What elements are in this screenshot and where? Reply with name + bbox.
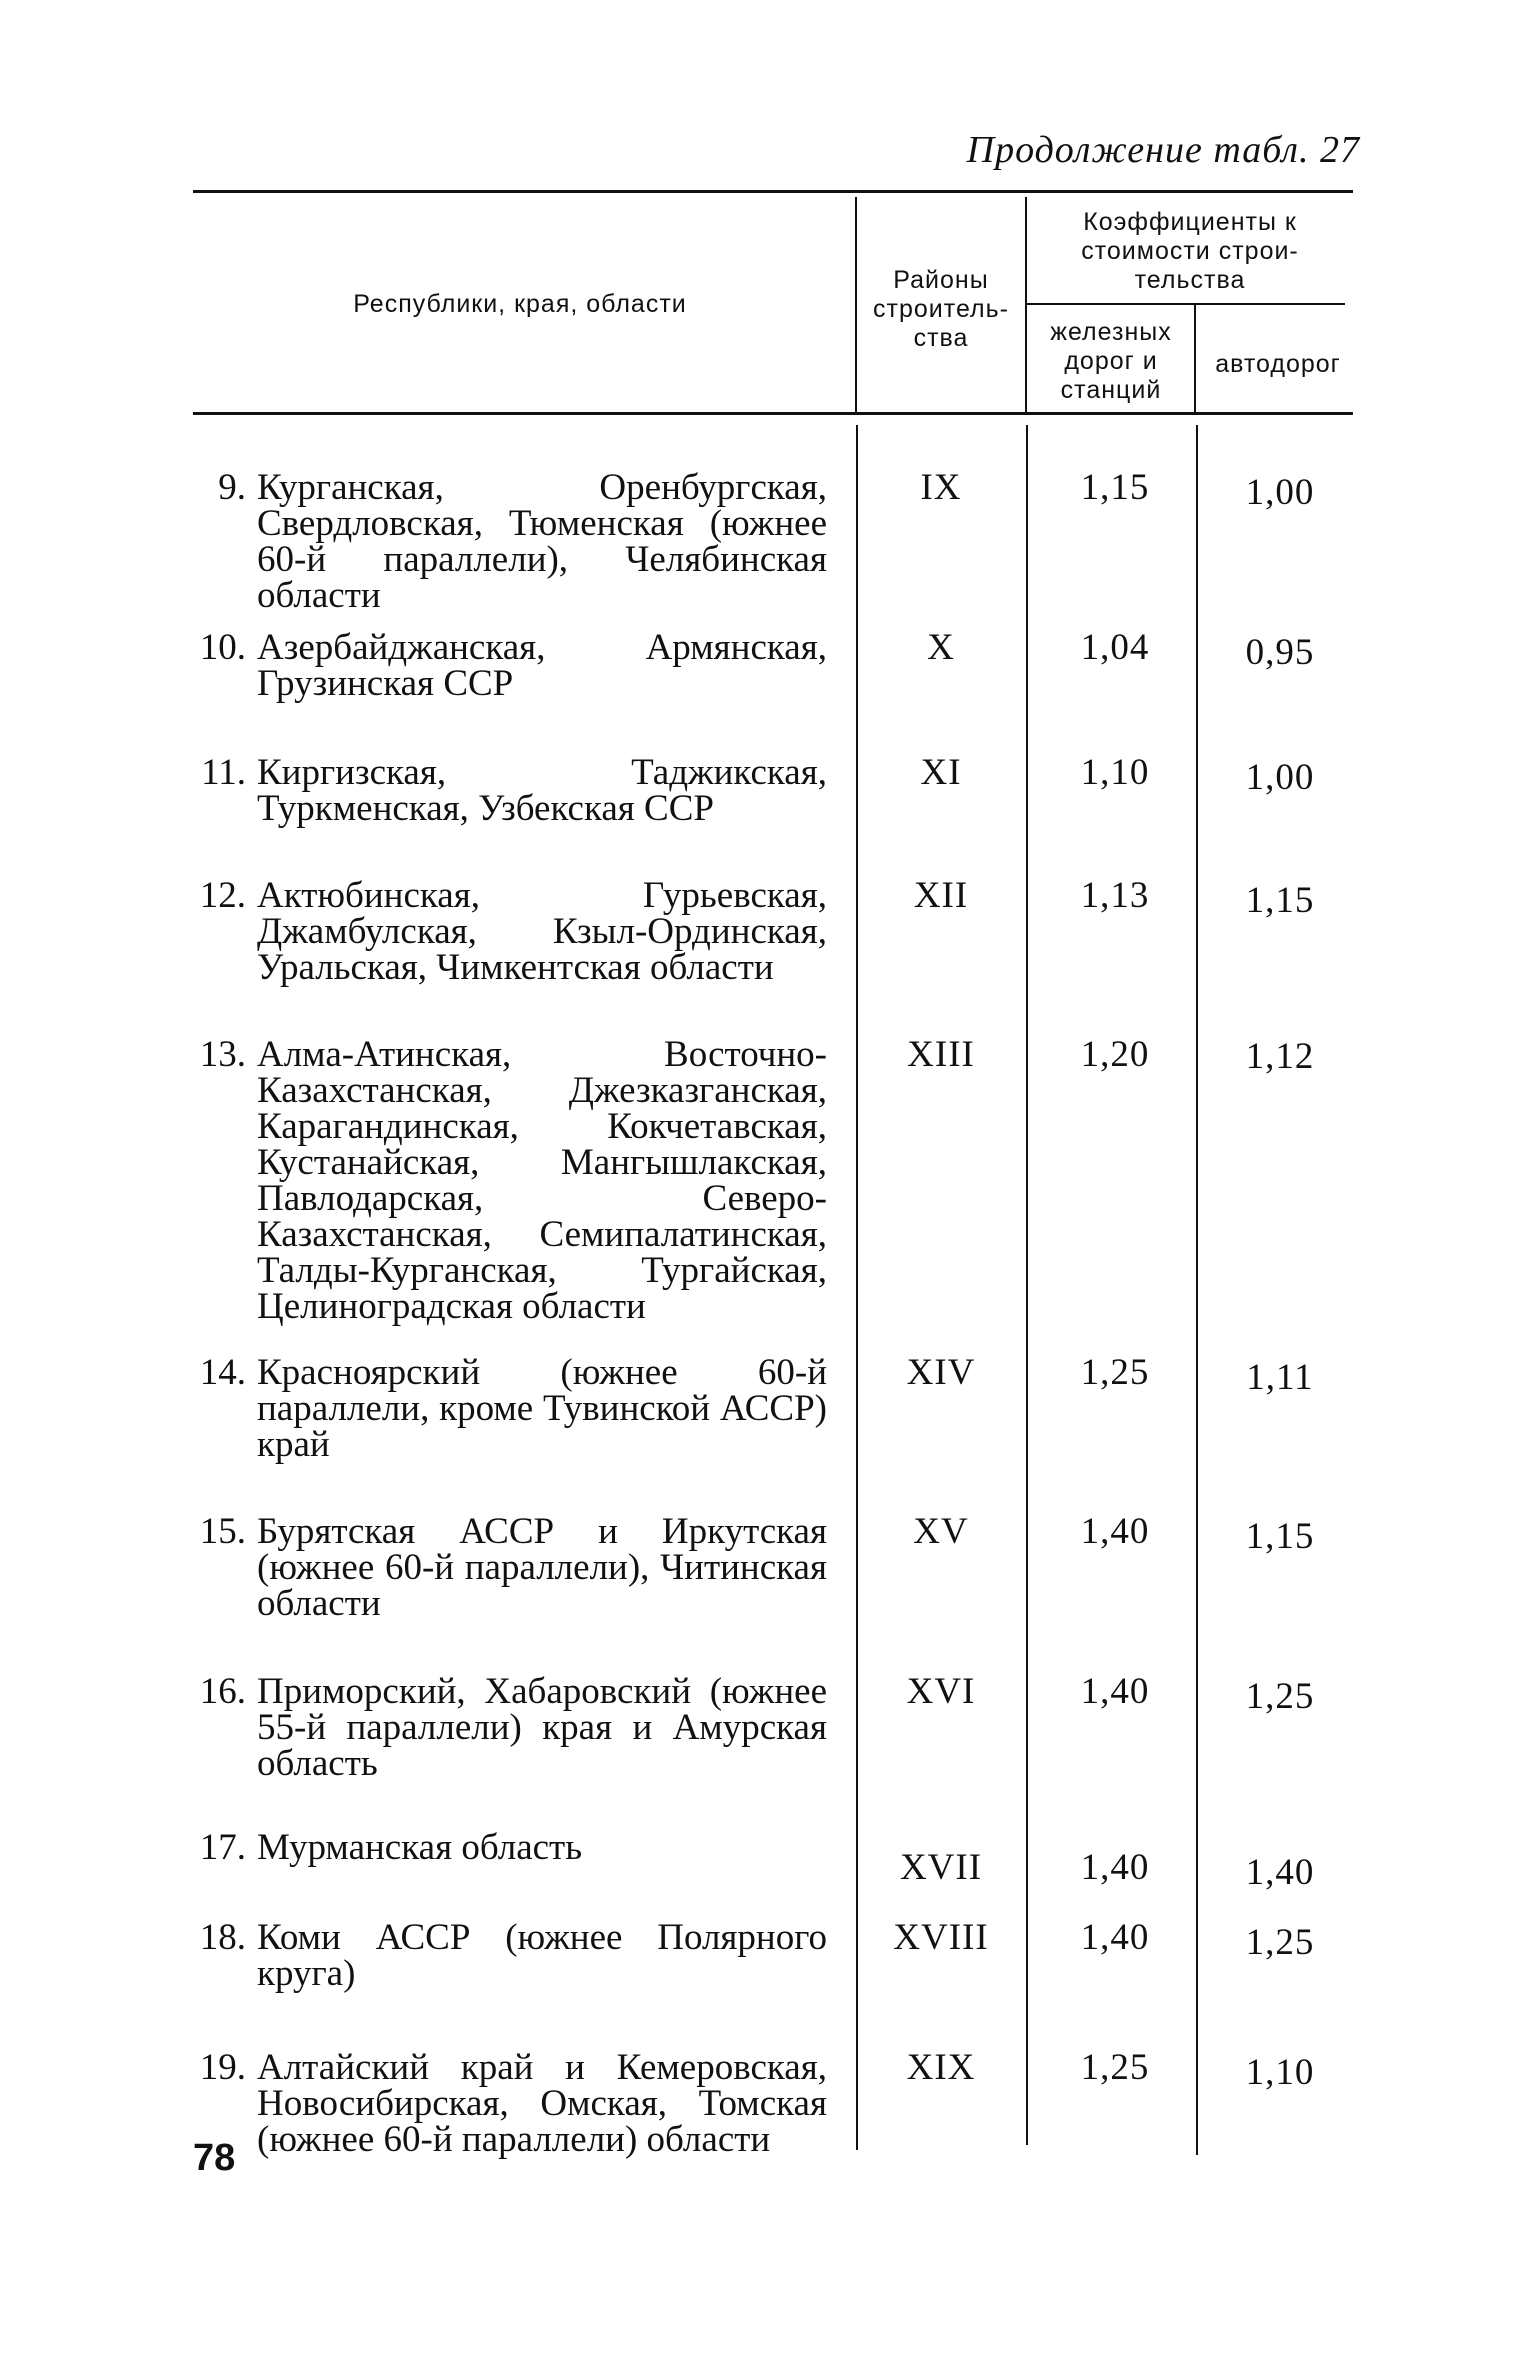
row-road-coeff: 1,10: [1245, 2052, 1315, 2093]
column-divider-2: [1025, 197, 1027, 412]
column-divider-1: [855, 197, 857, 412]
page-number: 78: [193, 2137, 236, 2179]
row-road-coeff: 1,00: [1245, 472, 1315, 513]
row-number: 10.: [199, 627, 246, 668]
body-divider-3: [1196, 425, 1198, 2155]
row-district: XVI: [906, 1671, 976, 1712]
row-name: Бурятская АССР и Иркутская (южнее 60-й параллели), Читинская области: [257, 1511, 827, 1624]
row-number: 12.: [199, 875, 246, 916]
row-road-coeff: 1,12: [1245, 1036, 1315, 1077]
row-district: XVIII: [893, 1917, 989, 1958]
row-rail-coeff: 1,25: [1080, 1352, 1150, 1393]
row-district: X: [927, 627, 955, 668]
row-rail-coeff: 1,20: [1080, 1034, 1150, 1075]
row-district: XII: [913, 875, 969, 916]
row-name: Курганская, Оренбургская, Свердловская, Тюменская (южнее 60-й параллели), Челябинская области: [257, 467, 827, 616]
row-name: Приморский, Хабаровский (южнее 55-й параллели) края и Амурская область: [257, 1671, 827, 1784]
row-rail-coeff: 1,40: [1080, 1847, 1150, 1888]
row-rail-coeff: 1,40: [1080, 1511, 1150, 1552]
row-road-coeff: 1,15: [1245, 880, 1315, 921]
row-road-coeff: 0,95: [1245, 632, 1315, 673]
header-regions: Республики, края, области: [353, 290, 687, 318]
row-number: 17.: [199, 1827, 246, 1868]
row-number: 13.: [199, 1034, 246, 1075]
table-caption: Продолжение табл. 27: [966, 129, 1360, 171]
row-district: IX: [920, 467, 962, 508]
row-district: XV: [913, 1511, 969, 1552]
row-number: 19.: [199, 2047, 246, 2088]
row-road-coeff: 1,40: [1245, 1852, 1315, 1893]
row-road-coeff: 1,25: [1245, 1676, 1315, 1717]
row-rail-coeff: 1,25: [1080, 2047, 1150, 2088]
row-road-coeff: 1,00: [1245, 757, 1315, 798]
row-name: Киргизская, Таджикская, Туркменская, Узбекская ССР: [257, 752, 827, 829]
row-number: 15.: [199, 1511, 246, 1552]
row-district: XIX: [906, 2047, 976, 2088]
row-district: XIII: [907, 1034, 975, 1075]
header-highways: автодорог: [1215, 350, 1341, 378]
row-rail-coeff: 1,10: [1080, 752, 1150, 793]
row-name: Актюбинская, Гурьевская, Джамбулская, Кзыл-Ординская, Уральская, Чимкентская области: [257, 875, 827, 988]
row-number: 14.: [199, 1352, 246, 1393]
header-districts: Районы строитель-ства: [873, 266, 1009, 352]
row-district: XIV: [906, 1352, 976, 1393]
row-name: Мурманская область: [257, 1827, 583, 1868]
row-name: Алтайский край и Кемеровская, Новосибирская, Омская, Томская (южнее 60-й параллели) области: [257, 2047, 827, 2160]
row-road-coeff: 1,11: [1246, 1357, 1314, 1398]
row-road-coeff: 1,15: [1245, 1516, 1315, 1557]
row-district: XVII: [899, 1847, 983, 1888]
row-rail-coeff: 1,13: [1080, 875, 1150, 916]
row-number: 9.: [218, 467, 246, 508]
row-rail-coeff: 1,40: [1080, 1917, 1150, 1958]
row-road-coeff: 1,25: [1245, 1922, 1315, 1963]
row-name: Азербайджанская, Армянская, Грузинская ССР: [257, 627, 827, 704]
row-name: Алма-Атинская, Восточно-Казахстанская, Джезказганская, Карагандинская, Кокчетавская, Кустанайская, Мангышлакская, Павлодарская, Северо-Казахстанская, Семипалатинская, Талды-Курганская, Тургайская, Целиноградская области: [257, 1034, 827, 1327]
row-number: 11.: [201, 752, 246, 793]
row-name: Коми АССР (южнее Полярного круга): [257, 1917, 827, 1994]
row-number: 18.: [199, 1917, 246, 1958]
header-railways: железных дорог и станций: [1050, 318, 1172, 404]
row-rail-coeff: 1,04: [1080, 627, 1150, 668]
header-coeff-group: Коэффициенты к стоимости строи-тельства: [1081, 208, 1299, 294]
row-name: Красноярский (южнее 60-й параллели, кроме Тувинской АССР) край: [257, 1352, 827, 1465]
body-divider-1: [856, 425, 858, 2150]
coeff-group-rule: [1025, 303, 1345, 305]
row-rail-coeff: 1,15: [1080, 467, 1150, 508]
table-top-rule: [193, 190, 1353, 193]
body-divider-2: [1026, 425, 1028, 2145]
header-bottom-rule: [193, 412, 1353, 415]
row-district: XI: [920, 752, 962, 793]
column-divider-3: [1194, 303, 1196, 412]
row-rail-coeff: 1,40: [1080, 1671, 1150, 1712]
row-number: 16.: [199, 1671, 246, 1712]
